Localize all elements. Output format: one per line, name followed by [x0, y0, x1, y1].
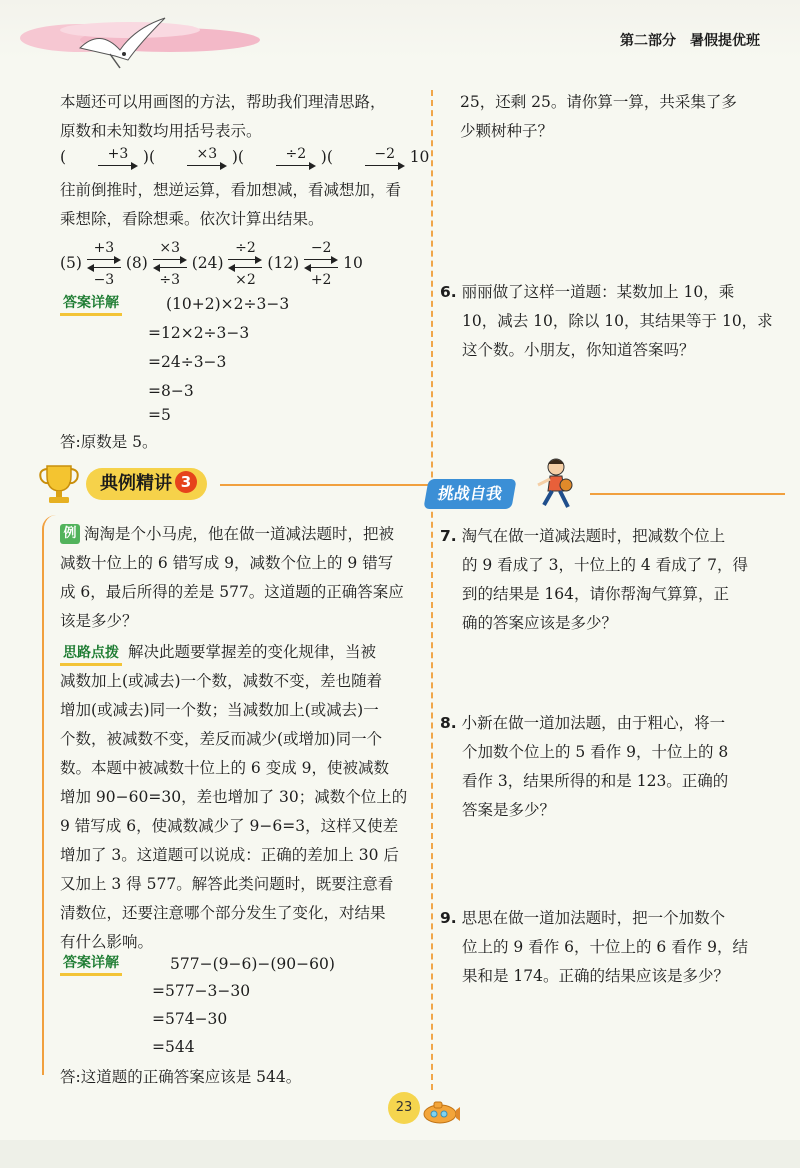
example-line: 淘淘是个小马虎，他在做一道减法题时，把被 [84, 525, 395, 543]
chain-end: 10 [409, 148, 430, 166]
right-arrow-icon [276, 162, 316, 170]
answer-step: =544 [152, 1038, 195, 1056]
question-line: 确的答案应该是多少？ [462, 614, 618, 632]
hint-line: 清数位，还要注意哪个部分发生了变化，对结果 [60, 904, 386, 922]
question-line: 的 9 看成了 3，十位上的 4 看成了 7，得 [462, 556, 749, 574]
chain-op-pair: −2 +2 [304, 240, 338, 288]
hint-line: 增加 90−60=30，差也增加了 30；减数个位上的 [60, 788, 408, 806]
chain-value: 10 [343, 254, 363, 272]
section-header [36, 460, 426, 510]
answer-conclusion: 答:这道题的正确答案应该是 544。 [60, 1068, 302, 1086]
chain-blank: ) [320, 148, 327, 166]
right-arrow-icon [365, 162, 405, 170]
question-line: 小新在做一道加法题，由于粗心，将一 [461, 714, 726, 732]
left-arrow-icon [304, 264, 338, 272]
question-line: 思思在做一道加法题时，把一个加数个 [461, 909, 726, 927]
chain-value: (8) [125, 254, 148, 272]
answer-detail-badge: 答案详解 [60, 292, 122, 316]
chain-op-pair: +3 −3 [87, 240, 121, 288]
reverse-line: 乘想除，看除想乘。依次计算出结果。 [60, 210, 324, 228]
question-line: 答案是多少？ [462, 801, 556, 819]
answer-step: =5 [148, 406, 171, 424]
question-line: 淘气在做一道减法题时，把减数个位上 [461, 527, 726, 545]
question-7 [440, 522, 748, 638]
submarine-icon [420, 1098, 460, 1126]
header-part: 第二部分 [620, 33, 676, 49]
left-arrow-icon [153, 264, 187, 272]
header-series: 暑假提优班 [690, 33, 760, 49]
question-number: 9. [440, 909, 457, 927]
chain-op-pair: ×3 ÷3 [153, 240, 187, 288]
question-number: 8. [440, 714, 457, 732]
section-title-pill [86, 468, 207, 500]
question-line: 到的结果是 164，请你帮淘气算算，正 [462, 585, 730, 603]
seagull-cloud-decoration [20, 8, 270, 78]
question-line: 位上的 9 看作 6，十位上的 6 看作 9，结 [462, 938, 749, 956]
answer-step: =8−3 [148, 382, 194, 400]
right-arrow-icon [98, 162, 138, 170]
hint-line: 增加了 3。这道题可以说成：正确的差加上 30 后 [60, 846, 399, 864]
challenge-title-pill [423, 479, 516, 509]
section-number: 3 [175, 471, 197, 493]
reverse-line: 往前倒推时，想逆运算，看加想减，看减想加，看 [60, 181, 402, 199]
chain-op: −2 [365, 146, 405, 170]
chain-blank: ) [142, 148, 149, 166]
continued-question [460, 88, 737, 146]
question-8 [440, 709, 728, 825]
page-number: 23 [388, 1092, 420, 1124]
example-question [60, 520, 404, 636]
chain-op: ÷2 [276, 146, 316, 170]
right-arrow-icon [87, 256, 121, 264]
hint-line: 个数，被减数不变，差反而减少(或增加)同一个 [60, 730, 383, 748]
answer-step: =577−3−30 [152, 982, 251, 1000]
question-6 [440, 278, 773, 365]
answer-detail-badge: 答案详解 [60, 952, 122, 976]
right-arrow-icon [228, 256, 262, 264]
hint-line: 增加(或减去)同一个数；当减数加上(或减去)一 [60, 701, 379, 719]
question-line: 这个数。小朋友，你知道答案吗？ [462, 341, 695, 359]
chain-blank: ( [60, 148, 67, 166]
answer-step: 577−(9−6)−(90−60) [170, 955, 335, 973]
chain-blank: ) [231, 148, 238, 166]
answer-step: =24÷3−3 [148, 353, 227, 371]
example-line: 该是多少？ [60, 612, 138, 630]
chain-op: +3 [98, 146, 138, 170]
hint-line: 有什么影响。 [60, 933, 154, 951]
hint-badge: 思路点拨 [60, 643, 122, 666]
hint-line: 9 错写成 6，使减数减少了 9−6=3，这样又使差 [60, 817, 399, 835]
chain-op: ×3 [187, 146, 227, 170]
answer-conclusion: 答:原数是 5。 [60, 433, 158, 451]
question-line: 丽丽做了这样一道题：某数加上 10，乘 [461, 283, 735, 301]
right-arrow-icon [304, 256, 338, 264]
example-line: 成 6，最后所得的差是 577。这道题的正确答案应 [60, 583, 404, 601]
answer-step: =574−30 [152, 1010, 228, 1028]
section-rule [220, 484, 430, 486]
right-arrow-icon [187, 162, 227, 170]
challenge-rule [590, 493, 785, 495]
question-line: 10，减去 10，除以 10，其结果等于 10，求 [462, 312, 773, 330]
example-badge: 例 [60, 524, 80, 544]
column-divider [431, 90, 433, 1090]
intro-line: 本题还可以用画图的方法，帮助我们理清思路， [60, 93, 386, 111]
question-number: 6. [440, 283, 457, 301]
chain-value: (5) [60, 254, 82, 272]
reverse-text [60, 176, 401, 234]
intro-line: 原数和未知数均用括号表示。 [60, 122, 262, 140]
chain-value: (24) [191, 254, 224, 272]
trophy-icon [36, 460, 82, 506]
reverse-chain [60, 240, 363, 288]
hint-line: 解决此题要掌握差的变化规律，当被 [128, 643, 377, 661]
question-line: 个加数个位上的 5 看作 9，十位上的 8 [462, 743, 729, 761]
chain-value: (12) [267, 254, 300, 272]
left-arrow-icon [87, 264, 121, 272]
answer-step: =12×2÷3−3 [148, 324, 250, 342]
hint-line: 又加上 3 得 577。解答此类问题时，既要注意看 [60, 875, 394, 893]
hint-block [60, 638, 407, 957]
question-number: 7. [440, 527, 457, 545]
running-boy-icon [530, 455, 580, 511]
header-title [606, 30, 760, 50]
question-line: 看作 3，结果所得的和是 123。正确的 [462, 772, 729, 790]
question-9 [440, 904, 748, 991]
answer-step: (10+2)×2÷3−3 [166, 295, 290, 313]
hint-line: 数。本题中被减数十位上的 6 变成 9，使被减数 [60, 759, 390, 777]
hint-line: 减数加上(或减去)一个数，减数不变，差也随着 [60, 672, 383, 690]
forward-chain: ( +3 )( ×3 )( ÷2 )( −2 10 [60, 146, 429, 170]
chain-op-pair: ÷2 ×2 [228, 240, 262, 288]
continued-line: 少颗树种子？ [460, 122, 554, 140]
example-line: 减数十位上的 6 错写成 9，减数个位上的 9 错写 [60, 554, 394, 572]
continued-line: 25，还剩 25。请你算一算，共采集了多 [460, 93, 737, 111]
left-arrow-icon [228, 264, 262, 272]
challenge-header [420, 455, 790, 515]
challenge-title: 挑战自我 [436, 484, 504, 503]
right-arrow-icon [153, 256, 187, 264]
intro-text [60, 88, 420, 146]
bottom-strip [0, 1140, 800, 1168]
question-line: 果和是 174。正确的结果应该是多少？ [462, 967, 730, 985]
section-title: 典例精讲 [100, 473, 172, 494]
